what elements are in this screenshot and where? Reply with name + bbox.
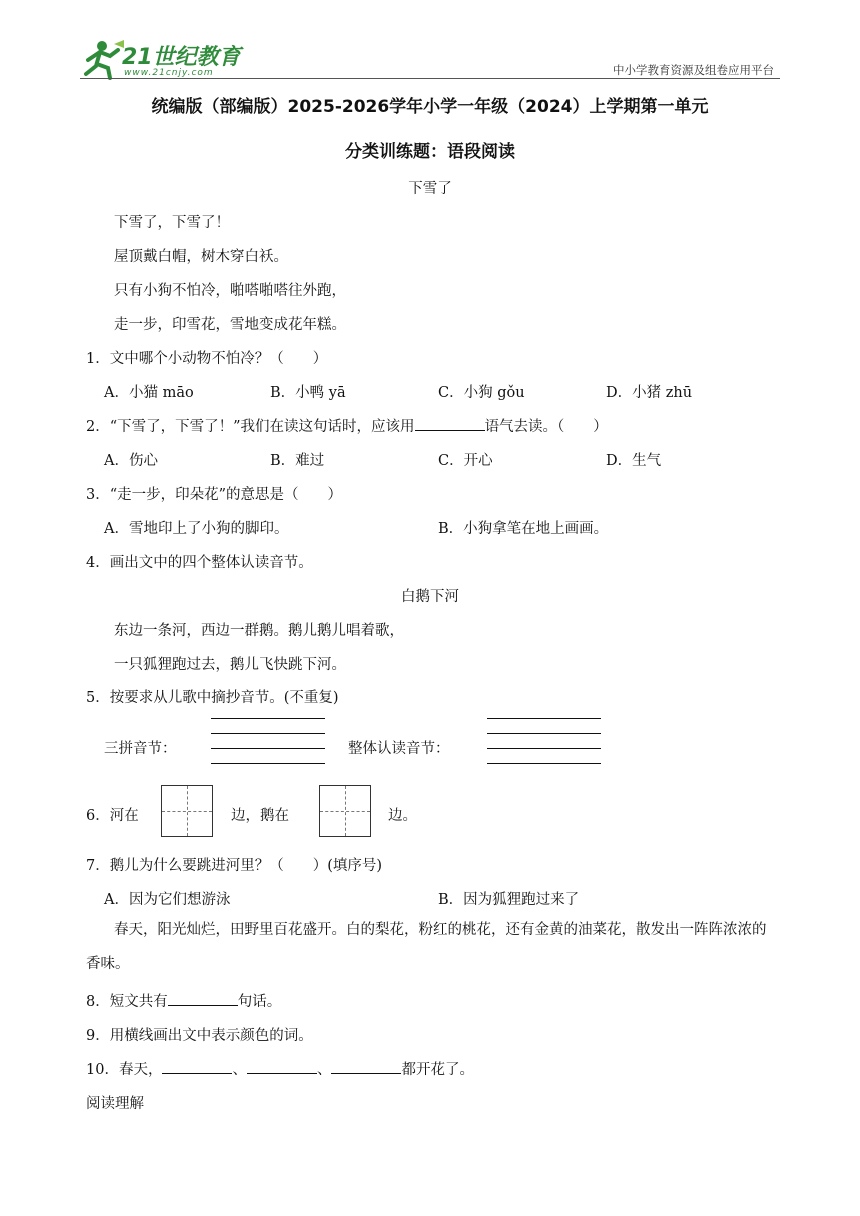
q5-answer-line[interactable] — [211, 718, 325, 719]
q8-stem-b: 句话。 — [237, 994, 282, 1010]
q10-answer-blank[interactable] — [331, 1059, 401, 1074]
question-10 — [86, 1058, 474, 1079]
q3-option-a[interactable]: A．雪地印上了小狗的脚印。 — [104, 521, 289, 537]
q2-stem-b: 语气去读。（ ） — [484, 419, 608, 435]
question-6-part-b: 边，鹅在 — [231, 808, 289, 824]
poem2-line: 东边一条河，西边一群鹅。鹅儿鹅儿唱着歌， — [114, 623, 404, 639]
question-4: 4．画出文中的四个整体认读音节。 — [86, 555, 313, 571]
question-6-part-c: 边。 — [388, 808, 417, 824]
question-9: 9．用横线画出文中表示颜色的词。 — [86, 1028, 313, 1044]
q2-answer-blank[interactable] — [415, 416, 485, 431]
q5-answer-line[interactable] — [211, 763, 325, 764]
q7-option-a[interactable]: A．因为它们想游泳 — [104, 892, 231, 908]
q5-label-zhengti: 整体认读音节： — [348, 741, 450, 757]
page-title: 统编版（部编版）2025-2026学年小学一年级（2024）上学期第一单元 — [151, 97, 709, 117]
q5-answer-line[interactable] — [487, 718, 601, 719]
q5-answer-line[interactable] — [211, 748, 325, 749]
question-6-part-a: 6．河在 — [86, 808, 139, 824]
q2-option-a[interactable]: A．伤心 — [104, 453, 158, 469]
q10-answer-blank[interactable] — [162, 1059, 232, 1074]
poem2-title: 白鹅下河 — [401, 589, 459, 605]
q2-option-c[interactable]: C．开心 — [438, 453, 493, 469]
q8-answer-blank[interactable] — [168, 991, 238, 1006]
q8-stem-a: 8．短文共有 — [86, 994, 168, 1010]
q5-answer-line[interactable] — [487, 763, 601, 764]
poem1-title: 下雪了 — [408, 181, 452, 197]
section-label: 阅读理解 — [86, 1096, 144, 1112]
q10-sep: 、 — [316, 1062, 332, 1078]
q2-option-b[interactable]: B．难过 — [270, 453, 325, 469]
site-logo — [80, 38, 250, 82]
question-1: 1．文中哪个小动物不怕冷？（ ） — [86, 351, 328, 367]
q7-option-b[interactable]: B．因为狐狸跑过来了 — [438, 892, 580, 908]
spring-passage: 春天，阳光灿烂，田野里百花盛开。白的梨花，粉红的桃花，还有金黄的油菜花，散发出一阵阵浓浓的香味。 — [86, 922, 767, 972]
q3-option-b[interactable]: B．小狗拿笔在地上画画。 — [438, 521, 609, 537]
question-7: 7．鹅儿为什么要跳进河里？（ ）(填序号) — [86, 858, 383, 874]
tianzi-grid-box[interactable] — [319, 785, 371, 837]
q10-stem-a: 10．春天， — [86, 1062, 163, 1078]
q1-option-b[interactable]: B．小鸭 yā — [270, 385, 346, 401]
page-subtitle: 分类训练题：语段阅读 — [345, 142, 515, 162]
question-3: 3．“走一步，印朵花”的意思是（ ） — [86, 487, 343, 503]
question-5: 5．按要求从儿歌中摘抄音节。(不重复) — [86, 690, 339, 706]
q5-answer-line[interactable] — [487, 733, 601, 734]
poem1-line: 只有小狗不怕冷，啪嗒啪嗒往外跑， — [114, 283, 346, 299]
q5-answer-line[interactable] — [211, 733, 325, 734]
question-2 — [86, 415, 608, 436]
logo-text: 21世纪教育 — [122, 45, 241, 70]
q2-option-d[interactable]: D．生气 — [606, 453, 662, 469]
platform-label: 中小学教育资源及组卷应用平台 — [613, 63, 774, 77]
q2-stem-a: 2．“下雪了，下雪了！”我们在读这句话时，应该用 — [86, 419, 415, 435]
tianzi-grid-box[interactable] — [161, 785, 213, 837]
q5-label-sanpin: 三拼音节： — [104, 741, 177, 757]
poem1-line: 屋顶戴白帽，树木穿白袄。 — [114, 249, 288, 265]
poem1-line: 下雪了，下雪了！ — [114, 215, 230, 231]
poem2-line: 一只狐狸跑过去，鹅儿飞快跳下河。 — [114, 657, 346, 673]
q10-answer-blank[interactable] — [247, 1059, 317, 1074]
q5-answer-line[interactable] — [487, 748, 601, 749]
question-8 — [86, 990, 281, 1011]
poem1-line: 走一步，印雪花，雪地变成花年糕。 — [114, 317, 346, 333]
q10-sep: 、 — [232, 1062, 247, 1078]
q1-option-a[interactable]: A．小猫 māo — [104, 385, 194, 401]
logo-url: www.21cnjy.com — [124, 68, 214, 78]
q1-option-c[interactable]: C．小狗 gǒu — [438, 385, 525, 401]
q1-option-d[interactable]: D．小猪 zhū — [606, 385, 693, 401]
header-divider — [80, 78, 780, 79]
q10-stem-b: 都开花了。 — [401, 1062, 474, 1078]
